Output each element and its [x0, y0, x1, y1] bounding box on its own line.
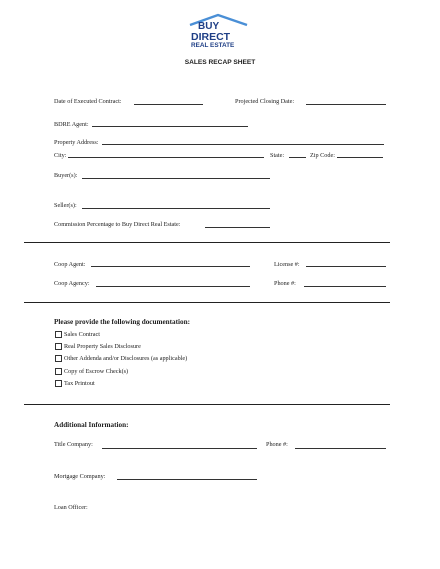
buyers-label: Buyer(s):: [54, 172, 78, 179]
section-divider: [24, 242, 390, 243]
checklist-item-label: Other Addenda and/or Disclosures (as applicable): [64, 355, 188, 362]
additional-phone-field[interactable]: [295, 448, 386, 449]
city-field[interactable]: [68, 157, 264, 158]
bdre-agent-field[interactable]: [92, 126, 248, 127]
loan-officer-label: Loan Officer:: [54, 504, 88, 511]
coop-agency-label: Coop Agency:: [54, 280, 90, 287]
escrow-check-checkbox[interactable]: [55, 368, 62, 375]
documentation-heading: Please provide the following documentation:: [54, 318, 191, 326]
checklist-item-label: Copy of Escrow Check(s): [64, 368, 129, 375]
license-field[interactable]: [306, 266, 386, 267]
zip-code-field[interactable]: [337, 157, 383, 158]
coop-agent-label: Coop Agent:: [54, 261, 86, 268]
logo-line-real-estate: REAL ESTATE: [191, 42, 235, 49]
other-addenda-checkbox[interactable]: [55, 355, 62, 362]
projected-closing-label: Projected Closing Date:: [235, 98, 295, 105]
title-company-field[interactable]: [102, 448, 257, 449]
coop-agent-field[interactable]: [91, 266, 250, 267]
state-label: State:: [270, 152, 285, 159]
property-address-field[interactable]: [102, 144, 384, 145]
logo-line-direct: DIRECT: [191, 31, 231, 43]
coop-agency-field[interactable]: [96, 286, 250, 287]
commission-label: Commission Percentage to Buy Direct Real Estate:: [54, 221, 181, 228]
sales-contract-checkbox[interactable]: [55, 331, 62, 338]
checklist-item-label: Tax Printout: [64, 380, 95, 387]
buyers-field[interactable]: [82, 178, 270, 179]
section-divider: [24, 302, 390, 303]
date-executed-field[interactable]: [134, 104, 203, 105]
mortgage-company-label: Mortgage Company:: [54, 473, 106, 480]
zip-code-label: Zip Code:: [310, 152, 335, 159]
date-executed-label: Date of Executed Contract:: [54, 98, 122, 105]
coop-phone-field[interactable]: [304, 286, 386, 287]
checklist-item-label: Sales Contract: [64, 331, 100, 338]
mortgage-company-field[interactable]: [117, 479, 257, 480]
logo-line-buy: BUY: [198, 21, 220, 32]
sellers-field[interactable]: [82, 208, 270, 209]
tax-printout-checkbox[interactable]: [55, 380, 62, 387]
state-field[interactable]: [289, 157, 306, 158]
title-company-label: Title Company:: [54, 441, 93, 448]
bdre-agent-label: BDRE Agent:: [54, 121, 89, 128]
checklist-item-label: Real Property Sales Disclosure: [64, 343, 141, 350]
coop-phone-label: Phone #:: [274, 280, 296, 287]
sales-disclosure-checkbox[interactable]: [55, 343, 62, 350]
city-label: City:: [54, 152, 67, 159]
page-title: SALES RECAP SHEET: [184, 59, 256, 66]
sellers-label: Seller(s):: [54, 202, 77, 209]
section-divider: [24, 404, 390, 405]
license-label: License #:: [274, 261, 300, 268]
additional-phone-label: Phone #:: [266, 441, 288, 448]
additional-info-heading: Additional Information:: [54, 421, 129, 429]
property-address-label: Property Address:: [54, 139, 99, 146]
company-logo: [187, 13, 257, 51]
commission-field[interactable]: [205, 227, 270, 228]
projected-closing-field[interactable]: [306, 104, 386, 105]
